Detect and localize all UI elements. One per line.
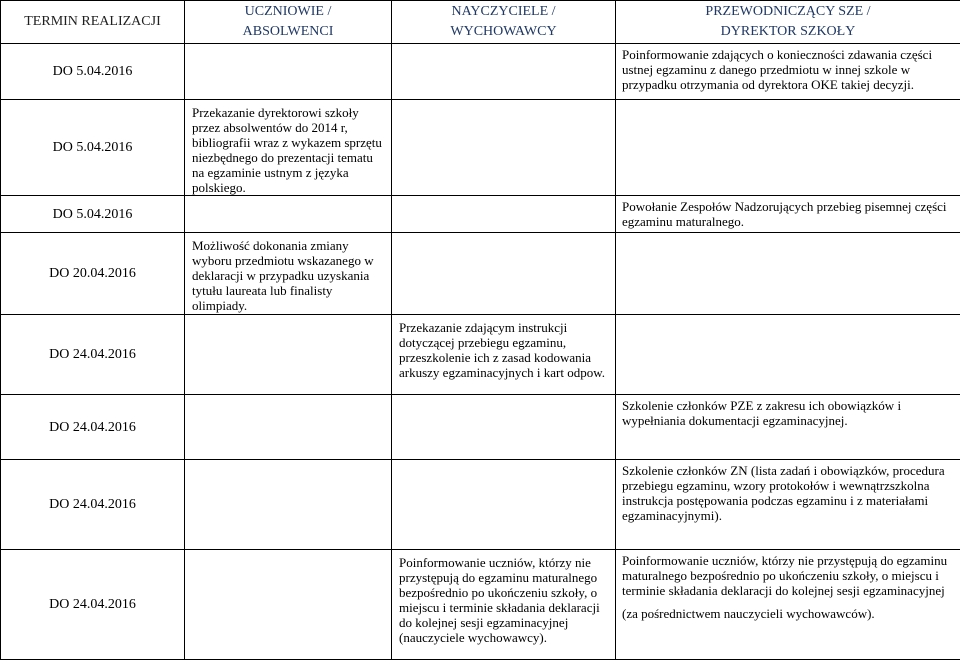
row-date: DO 20.04.2016 [1, 233, 185, 315]
table-row [1, 44, 960, 100]
row-teachers: Przekazanie zdającym instrukcji dotyczącej przebiegu egzaminu, przeszkolenie ich z zasad kodowania arkuszy egzaminacyjnych i kart odpow. [392, 315, 616, 395]
table-row [1, 100, 960, 196]
row-teachers [392, 100, 616, 196]
row-date: DO 24.04.2016 [1, 550, 185, 660]
header-students-line1: UCZNIOWIE / [185, 2, 391, 22]
row-date: DO 5.04.2016 [1, 196, 185, 233]
header-date: TERMIN REALIZACJI [1, 1, 185, 44]
row-students [185, 315, 392, 395]
header-chair [616, 1, 960, 44]
header-chair-line1: PRZEWODNICZĄCY SZE / [616, 2, 960, 22]
row-teachers [392, 196, 616, 233]
row-chair-note: (za pośrednictwem nauczycieli wychowawców). [622, 606, 875, 621]
header-teachers [392, 1, 616, 44]
row-date: DO 24.04.2016 [1, 315, 185, 395]
row-chair: Poinformowanie zdających o konieczności zdawania części ustnej egzaminu z danego przedmiotu w innej szkole w przypadku otrzymania od dyrektora OKE takiej decyzji. [616, 44, 960, 100]
row-teachers [392, 460, 616, 550]
header-row [1, 1, 960, 44]
row-chair [616, 100, 960, 196]
row-teachers [392, 44, 616, 100]
row-chair: Szkolenie członków PZE z zakresu ich obowiązków i wypełniania dokumentacji egzaminacyjnej. [616, 395, 960, 460]
row-chair [616, 233, 960, 315]
row-students [185, 196, 392, 233]
header-chair-line2: DYREKTOR SZKOŁY [616, 22, 960, 42]
row-date: DO 5.04.2016 [1, 100, 185, 196]
row-date: DO 24.04.2016 [1, 395, 185, 460]
row-students: Możliwość dokonania zmiany wyboru przedmiotu wskazanego w deklaracji w przypadku uzyskania tytułu laureata lub finalisty olimpiady. [185, 233, 392, 315]
row-chair: Powołanie Zespołów Nadzorujących przebieg pisemnej części egzaminu maturalnego. [616, 196, 960, 233]
header-students-line2: ABSOLWENCI [185, 22, 391, 42]
table-row [1, 233, 960, 315]
spacer [622, 598, 954, 606]
row-students [185, 460, 392, 550]
header-teachers-line1: NAYCZYCIELE / [392, 2, 615, 22]
header-students [185, 1, 392, 44]
row-date: DO 24.04.2016 [1, 460, 185, 550]
row-chair [616, 315, 960, 395]
table-row [1, 395, 960, 460]
row-teachers [392, 395, 616, 460]
row-students [185, 44, 392, 100]
row-chair: Szkolenie członków ZN (lista zadań i obowiązków, procedura przebiegu egzaminu, wzory protokołów i wewnątrzszkolna instrukcja postępowania podczas egzaminu i z materiałami egzaminacyjnymi). [616, 460, 960, 550]
row-chair: Poinformowanie uczniów, którzy nie przystępują do egzaminu maturalnego bezpośrednio po ukończeniu szkoły, o miejscu i terminie składania deklaracji do kolejnej sesji egzaminacyjnej [622, 553, 947, 598]
row-students [185, 395, 392, 460]
table-row [1, 460, 960, 550]
header-teachers-line2: WYCHOWAWCY [392, 22, 615, 42]
row-students [185, 550, 392, 660]
row-teachers [392, 233, 616, 315]
table-row [1, 315, 960, 395]
row-students: Przekazanie dyrektorowi szkoły przez absolwentów do 2014 r, bibliografii wraz z wykazem sprzętu niezbędnego do prezentacji tematu na egzaminie ustnym z języka polskiego. [185, 100, 392, 196]
row-date: DO 5.04.2016 [1, 44, 185, 100]
row-chair-cell [616, 550, 960, 660]
table-row [1, 196, 960, 233]
table-row [1, 550, 960, 660]
row-teachers: Poinformowanie uczniów, którzy nie przystępują do egzaminu maturalnego bezpośrednio po ukończeniu szkoły, o miejscu i terminie składania deklaracji do kolejnej sesji egzaminacyjnej (nauczyciele wychowawcy). [392, 550, 616, 660]
